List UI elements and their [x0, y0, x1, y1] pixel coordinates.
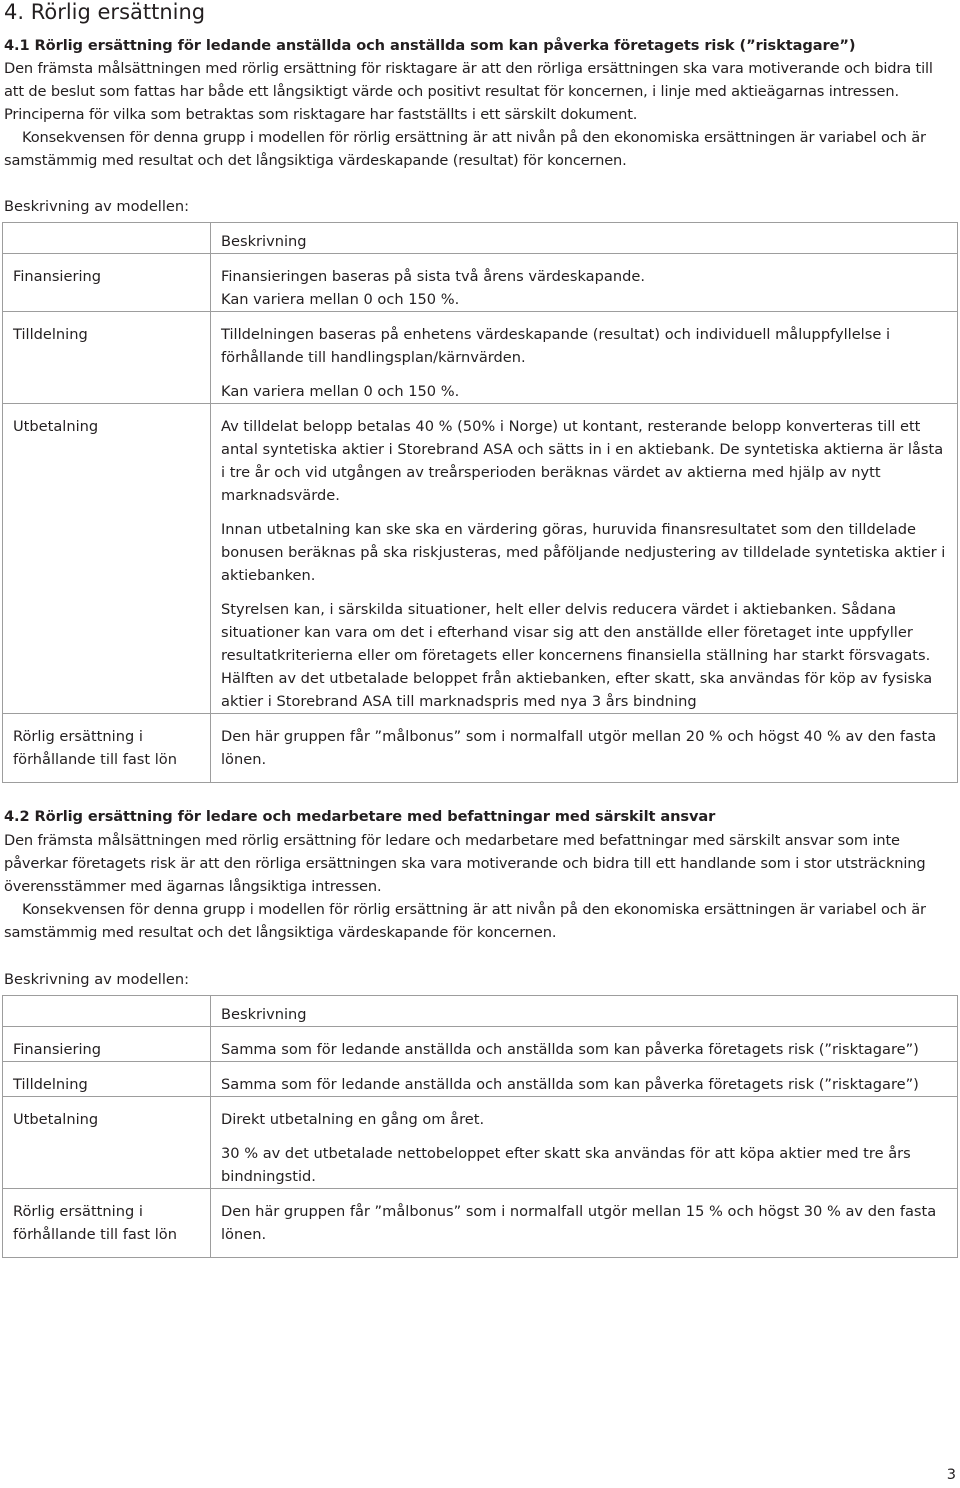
table-row-description [211, 1027, 958, 1062]
table-row-description [211, 714, 958, 783]
description-paragraph: Av tilldelat belopp betalas 40 % (50% i Norge) ut kontant, resterande belopp konverteras till ett antal syntetiska aktier i Storebrand ASA och sätts in i en aktiebank. De syntetiska aktierna är låsta i tre år och vid utgången av treårsperioden beräknas värdet av aktierna med hjälp av nytt marknadsvärde. [221, 418, 944, 504]
description-paragraph: Den här gruppen får ”målbonus” som i normalfall utgör mellan 20 % och högst 40 % av den fasta lönen. [221, 728, 937, 768]
table-row [3, 404, 958, 714]
section-4-2-model-table [2, 995, 958, 1258]
table-header-beskrivning: Beskrivning [211, 996, 958, 1027]
section-4-1-body [4, 57, 956, 172]
table-row-label: Utbetalning [3, 404, 211, 714]
description-paragraph: Styrelsen kan, i särskilda situationer, helt eller delvis reducera värdet i aktiebanken. Sådana situationer kan vara om det i efterhand visar sig att den anställde eller företaget inte uppfyller resultatkriterierna eller om företagets eller koncernens finansiella ställning har starkt försvagats. Hälften av det utbetalade beloppet från aktiebanken, efter skatt, ska användas för köp av fysiska aktier i Storebrand ASA till marknadspris med nya 3 års bindning [221, 601, 933, 710]
table-row-label: Rörlig ersättning i förhållande till fast lön [3, 714, 211, 783]
description-paragraph: Innan utbetalning kan ske ska en värdering göras, huruvida finansresultatet som den tilldelade bonusen beräknas på ska riskjusteras, med påföljande nedjustering av tilldelade syntetiska aktier i aktiebanken. [221, 521, 946, 584]
table-row-label: Tilldelning [3, 312, 211, 404]
section-4-1-paragraph-1: Den främsta målsättningen med rörlig ersättning för risktagare är att den rörliga ersättningen ska vara motiverande och bidra till att de beslut som fattas har både ett långsiktigt värde och positivt resultat för koncernen, i linje med aktieägarnas intressen. Principerna för vilka som betraktas som risktagare har fastställts i ett särskilt dokument. [4, 60, 933, 123]
table-row-description [211, 1062, 958, 1097]
table-row-description [211, 1189, 958, 1258]
table-row [3, 1189, 958, 1258]
table-row [3, 1027, 958, 1062]
table-row-description [211, 404, 958, 714]
table-header-empty [3, 996, 211, 1027]
table-row-description [211, 254, 958, 312]
description-paragraph: Finansieringen baseras på sista två årens värdeskapande. Kan variera mellan 0 och 150 %. [221, 268, 645, 308]
section-4-2-paragraph-2: Konsekvensen för denna grupp i modellen för rörlig ersättning är att nivån på den ekonomiska ersättningen är variabel och är samstämmig med resultat och det långsiktiga värdeskapande för koncernen. [4, 901, 926, 941]
section-4-1-model-table [2, 222, 958, 783]
table-row-label: Finansiering [3, 254, 211, 312]
table-header-empty [3, 223, 211, 254]
chapter-heading: 4. Rörlig ersättning [4, 0, 206, 24]
page-number: 3 [946, 1466, 956, 1483]
section-4-1-model-label: Beskrivning av modellen: [4, 198, 190, 215]
section-4-1-paragraph-2: Konsekvensen för denna grupp i modellen för rörlig ersättning är att nivån på den ekonomiska ersättningen är variabel och är samstämmig med resultat och det långsiktiga värdeskapande (resultat) för koncernen. [4, 129, 926, 169]
description-paragraph: 30 % av det utbetalade nettobeloppet efter skatt ska användas för att köpa aktier med tre års bindningstid. [221, 1145, 911, 1185]
table-row [3, 1062, 958, 1097]
table-row [3, 312, 958, 404]
description-paragraph: Kan variera mellan 0 och 150 %. [221, 383, 460, 400]
table-row-label: Rörlig ersättning i förhållande till fast lön [3, 1189, 211, 1258]
description-paragraph: Direkt utbetalning en gång om året. [221, 1111, 485, 1128]
table-row-label: Tilldelning [3, 1062, 211, 1097]
table-header-row [3, 223, 958, 254]
table-row-label: Finansiering [3, 1027, 211, 1062]
table-header-beskrivning: Beskrivning [211, 223, 958, 254]
table-row-description [211, 312, 958, 404]
section-4-2-title: 4.2 Rörlig ersättning för ledare och medarbetare med befattningar med särskilt ansvar [4, 808, 716, 825]
section-4-1-title: 4.1 Rörlig ersättning för ledande anställda och anställda som kan påverka företagets risk (”risktagare”) [4, 37, 856, 54]
description-paragraph: Tilldelningen baseras på enhetens värdeskapande (resultat) och individuell måluppfyllelse i förhållande till handlingsplan/kärnvärden. [221, 326, 891, 366]
table-row [3, 714, 958, 783]
description-paragraph: Samma som för ledande anställda och anställda som kan påverka företagets risk (”risktagare”) [221, 1041, 919, 1058]
table-header-row [3, 996, 958, 1027]
section-4-2-model-label: Beskrivning av modellen: [4, 971, 190, 988]
table-row-label: Utbetalning [3, 1097, 211, 1189]
section-4-2-paragraph-1: Den främsta målsättningen med rörlig ersättning för ledare och medarbetare med befattningar med särskilt ansvar som inte påverkar företagets risk är att den rörliga ersättningen ska vara motiverande och bidra till ett handlande som i stor utsträckning överensstämmer med ägarnas långsiktiga intressen. [4, 832, 926, 895]
description-paragraph: Den här gruppen får ”målbonus” som i normalfall utgör mellan 15 % och högst 30 % av den fasta lönen. [221, 1203, 937, 1243]
description-paragraph: Samma som för ledande anställda och anställda som kan påverka företagets risk (”risktagare”) [221, 1076, 919, 1093]
table-row-description [211, 1097, 958, 1189]
table-row [3, 254, 958, 312]
table-row [3, 1097, 958, 1189]
section-4-2-body [4, 829, 956, 944]
